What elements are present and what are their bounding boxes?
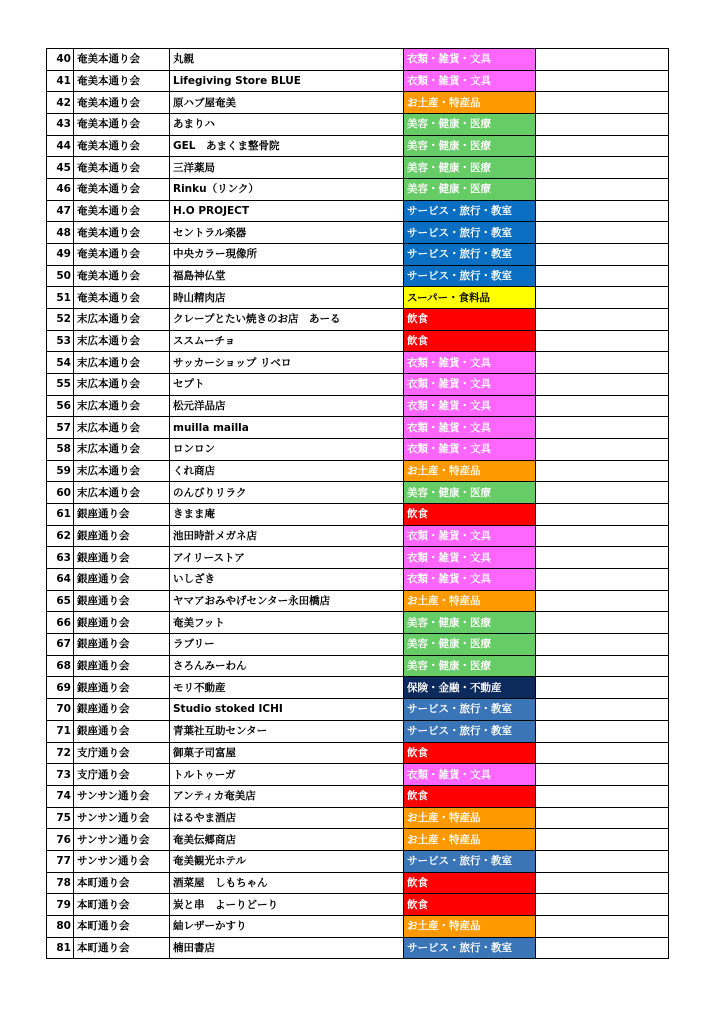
category-badge: 美容・健康・医療 [404, 114, 536, 136]
street-association: 末広本通り会 [74, 439, 170, 461]
row-number: 67 [47, 634, 74, 656]
blank-cell [536, 200, 669, 222]
row-number: 76 [47, 829, 74, 851]
blank-cell [536, 222, 669, 244]
shop-name: 御菓子司富屋 [170, 742, 404, 764]
table-row [47, 222, 669, 244]
row-number: 65 [47, 590, 74, 612]
shop-name: ロンロン [170, 439, 404, 461]
blank-cell [536, 244, 669, 266]
street-association: 奄美本通り会 [74, 157, 170, 179]
table-row [47, 807, 669, 829]
table-row [47, 504, 669, 526]
blank-cell [536, 49, 669, 71]
blank-cell [536, 395, 669, 417]
shop-name: 松元洋品店 [170, 395, 404, 417]
street-association: 奄美本通り会 [74, 114, 170, 136]
category-badge: 美容・健康・医療 [404, 612, 536, 634]
table-row [47, 352, 669, 374]
blank-cell [536, 807, 669, 829]
table-row [47, 894, 669, 916]
shop-name: 奄美観光ホテル [170, 850, 404, 872]
row-number: 71 [47, 720, 74, 742]
street-association: 銀座通り会 [74, 720, 170, 742]
table-row [47, 699, 669, 721]
blank-cell [536, 352, 669, 374]
blank-cell [536, 742, 669, 764]
row-number: 70 [47, 699, 74, 721]
shop-name: 楠田書店 [170, 937, 404, 959]
table-row [47, 330, 669, 352]
blank-cell [536, 569, 669, 591]
street-association: サンサン通り会 [74, 807, 170, 829]
blank-cell [536, 135, 669, 157]
street-association: 奄美本通り会 [74, 49, 170, 71]
row-number: 42 [47, 92, 74, 114]
category-badge: サービス・旅行・教室 [404, 200, 536, 222]
street-association: 銀座通り会 [74, 569, 170, 591]
table-row [47, 677, 669, 699]
table-row [47, 850, 669, 872]
row-number: 75 [47, 807, 74, 829]
shop-name: あまりハ [170, 114, 404, 136]
table-row [47, 179, 669, 201]
street-association: 末広本通り会 [74, 460, 170, 482]
street-association: 銀座通り会 [74, 504, 170, 526]
blank-cell [536, 482, 669, 504]
street-association: 末広本通り会 [74, 309, 170, 331]
row-number: 74 [47, 785, 74, 807]
row-number: 58 [47, 439, 74, 461]
row-number: 63 [47, 547, 74, 569]
category-badge: 衣類・雑貨・文具 [404, 70, 536, 92]
table-row [47, 590, 669, 612]
shop-name: さろんみーわん [170, 655, 404, 677]
category-badge: サービス・旅行・教室 [404, 265, 536, 287]
category-badge: 飲食 [404, 894, 536, 916]
row-number: 60 [47, 482, 74, 504]
blank-cell [536, 417, 669, 439]
street-association: 銀座通り会 [74, 699, 170, 721]
shop-list-body [47, 49, 669, 959]
category-badge: お土産・特産品 [404, 807, 536, 829]
street-association: 銀座通り会 [74, 590, 170, 612]
shop-name: GEL あまくま整骨院 [170, 135, 404, 157]
blank-cell [536, 179, 669, 201]
shop-name: 奄美フット [170, 612, 404, 634]
shop-name: はるやま酒店 [170, 807, 404, 829]
street-association: 末広本通り会 [74, 330, 170, 352]
row-number: 56 [47, 395, 74, 417]
row-number: 80 [47, 915, 74, 937]
row-number: 54 [47, 352, 74, 374]
category-badge: サービス・旅行・教室 [404, 720, 536, 742]
blank-cell [536, 720, 669, 742]
category-badge: 美容・健康・医療 [404, 135, 536, 157]
shop-name: きまま庵 [170, 504, 404, 526]
row-number: 57 [47, 417, 74, 439]
category-badge: サービス・旅行・教室 [404, 937, 536, 959]
category-badge: 飲食 [404, 872, 536, 894]
category-badge: 飲食 [404, 309, 536, 331]
category-badge: サービス・旅行・教室 [404, 699, 536, 721]
row-number: 41 [47, 70, 74, 92]
row-number: 61 [47, 504, 74, 526]
table-row [47, 92, 669, 114]
street-association: 末広本通り会 [74, 374, 170, 396]
table-row [47, 547, 669, 569]
shop-name: 紬レザーかすり [170, 915, 404, 937]
category-badge: 保険・金融・不動産 [404, 677, 536, 699]
table-row [47, 287, 669, 309]
category-badge: 衣類・雑貨・文具 [404, 395, 536, 417]
table-row [47, 764, 669, 786]
shop-name: 時山精肉店 [170, 287, 404, 309]
category-badge: 衣類・雑貨・文具 [404, 569, 536, 591]
blank-cell [536, 70, 669, 92]
table-row [47, 395, 669, 417]
blank-cell [536, 92, 669, 114]
row-number: 64 [47, 569, 74, 591]
blank-cell [536, 157, 669, 179]
shop-name: のんびりリラク [170, 482, 404, 504]
shop-name: 中央カラー現像所 [170, 244, 404, 266]
category-badge: 飲食 [404, 330, 536, 352]
category-badge: 美容・健康・医療 [404, 179, 536, 201]
category-badge: 美容・健康・医療 [404, 482, 536, 504]
blank-cell [536, 374, 669, 396]
table-row [47, 265, 669, 287]
category-badge: お土産・特産品 [404, 460, 536, 482]
row-number: 62 [47, 525, 74, 547]
table-row [47, 374, 669, 396]
street-association: 銀座通り会 [74, 655, 170, 677]
blank-cell [536, 634, 669, 656]
blank-cell [536, 850, 669, 872]
shop-name: サッカーショップ リベロ [170, 352, 404, 374]
table-row [47, 309, 669, 331]
row-number: 55 [47, 374, 74, 396]
street-association: 本町通り会 [74, 894, 170, 916]
street-association: 奄美本通り会 [74, 287, 170, 309]
street-association: サンサン通り会 [74, 829, 170, 851]
blank-cell [536, 612, 669, 634]
shop-name: ススムーチョ [170, 330, 404, 352]
shop-name: Lifegiving Store BLUE [170, 70, 404, 92]
category-badge: 美容・健康・医療 [404, 655, 536, 677]
category-badge: お土産・特産品 [404, 590, 536, 612]
row-number: 66 [47, 612, 74, 634]
table-row [47, 720, 669, 742]
row-number: 73 [47, 764, 74, 786]
category-badge: 飲食 [404, 504, 536, 526]
table-row [47, 439, 669, 461]
blank-cell [536, 915, 669, 937]
street-association: 支庁通り会 [74, 764, 170, 786]
blank-cell [536, 937, 669, 959]
blank-cell [536, 677, 669, 699]
shop-name: muilla mailla [170, 417, 404, 439]
category-badge: 美容・健康・医療 [404, 634, 536, 656]
street-association: 銀座通り会 [74, 634, 170, 656]
blank-cell [536, 872, 669, 894]
shop-name: くれ商店 [170, 460, 404, 482]
table-row [47, 655, 669, 677]
table-row [47, 417, 669, 439]
table-row [47, 525, 669, 547]
blank-cell [536, 504, 669, 526]
row-number: 78 [47, 872, 74, 894]
table-row [47, 612, 669, 634]
category-badge: お土産・特産品 [404, 92, 536, 114]
blank-cell [536, 525, 669, 547]
category-badge: 衣類・雑貨・文具 [404, 547, 536, 569]
street-association: 支庁通り会 [74, 742, 170, 764]
category-badge: 飲食 [404, 742, 536, 764]
category-badge: 飲食 [404, 785, 536, 807]
blank-cell [536, 764, 669, 786]
table-row [47, 785, 669, 807]
row-number: 50 [47, 265, 74, 287]
table-row [47, 114, 669, 136]
row-number: 52 [47, 309, 74, 331]
row-number: 77 [47, 850, 74, 872]
shop-name: Rinku（リンク） [170, 179, 404, 201]
row-number: 44 [47, 135, 74, 157]
category-badge: 衣類・雑貨・文具 [404, 352, 536, 374]
street-association: 末広本通り会 [74, 395, 170, 417]
row-number: 49 [47, 244, 74, 266]
blank-cell [536, 829, 669, 851]
category-badge: お土産・特産品 [404, 915, 536, 937]
shop-name: 三洋薬局 [170, 157, 404, 179]
blank-cell [536, 699, 669, 721]
street-association: 奄美本通り会 [74, 179, 170, 201]
shop-name: 炭と串 よーりどーり [170, 894, 404, 916]
street-association: 奄美本通り会 [74, 135, 170, 157]
shop-name: セントラル楽器 [170, 222, 404, 244]
row-number: 46 [47, 179, 74, 201]
blank-cell [536, 590, 669, 612]
table-row [47, 569, 669, 591]
shop-name: 福島神仏堂 [170, 265, 404, 287]
row-number: 53 [47, 330, 74, 352]
street-association: 銀座通り会 [74, 612, 170, 634]
row-number: 40 [47, 49, 74, 71]
blank-cell [536, 309, 669, 331]
category-badge: 衣類・雑貨・文具 [404, 374, 536, 396]
row-number: 79 [47, 894, 74, 916]
table-row [47, 742, 669, 764]
category-badge: 美容・健康・医療 [404, 157, 536, 179]
table-row [47, 915, 669, 937]
blank-cell [536, 265, 669, 287]
table-row [47, 157, 669, 179]
shop-list-table [46, 48, 669, 959]
shop-name: Studio stoked ICHI [170, 699, 404, 721]
street-association: 末広本通り会 [74, 482, 170, 504]
row-number: 81 [47, 937, 74, 959]
street-association: 銀座通り会 [74, 525, 170, 547]
row-number: 72 [47, 742, 74, 764]
shop-name: クレープとたい焼きのお店 あーる [170, 309, 404, 331]
street-association: 本町通り会 [74, 915, 170, 937]
street-association: 末広本通り会 [74, 352, 170, 374]
shop-name: ラブリー [170, 634, 404, 656]
street-association: サンサン通り会 [74, 850, 170, 872]
table-row [47, 200, 669, 222]
shop-name: 池田時計メガネ店 [170, 525, 404, 547]
street-association: 本町通り会 [74, 937, 170, 959]
table-row [47, 829, 669, 851]
shop-name: モリ不動産 [170, 677, 404, 699]
row-number: 48 [47, 222, 74, 244]
blank-cell [536, 330, 669, 352]
blank-cell [536, 439, 669, 461]
table-row [47, 244, 669, 266]
blank-cell [536, 785, 669, 807]
street-association: 奄美本通り会 [74, 92, 170, 114]
category-badge: 衣類・雑貨・文具 [404, 525, 536, 547]
row-number: 69 [47, 677, 74, 699]
category-badge: 衣類・雑貨・文具 [404, 417, 536, 439]
blank-cell [536, 894, 669, 916]
shop-name: アンティカ奄美店 [170, 785, 404, 807]
shop-name: 青葉社互助センター [170, 720, 404, 742]
category-badge: サービス・旅行・教室 [404, 222, 536, 244]
category-badge: サービス・旅行・教室 [404, 244, 536, 266]
table-row [47, 70, 669, 92]
shop-name: ヤマアおみやげセンター永田橋店 [170, 590, 404, 612]
table-row [47, 49, 669, 71]
table-row [47, 135, 669, 157]
street-association: 奄美本通り会 [74, 265, 170, 287]
shop-name: 原ハブ屋奄美 [170, 92, 404, 114]
table-row [47, 482, 669, 504]
row-number: 47 [47, 200, 74, 222]
blank-cell [536, 547, 669, 569]
blank-cell [536, 460, 669, 482]
shop-name: 酒菜屋 しもちゃん [170, 872, 404, 894]
row-number: 43 [47, 114, 74, 136]
street-association: 奄美本通り会 [74, 222, 170, 244]
street-association: 本町通り会 [74, 872, 170, 894]
category-badge: サービス・旅行・教室 [404, 850, 536, 872]
row-number: 45 [47, 157, 74, 179]
table-row [47, 460, 669, 482]
shop-name: アイリーストア [170, 547, 404, 569]
row-number: 68 [47, 655, 74, 677]
street-association: 奄美本通り会 [74, 200, 170, 222]
table-row [47, 937, 669, 959]
shop-name: トルトゥーガ [170, 764, 404, 786]
shop-name: いしざき [170, 569, 404, 591]
shop-name: 奄美伝郷商店 [170, 829, 404, 851]
street-association: 奄美本通り会 [74, 244, 170, 266]
table-row [47, 634, 669, 656]
category-badge: 衣類・雑貨・文具 [404, 439, 536, 461]
shop-name: セプト [170, 374, 404, 396]
street-association: サンサン通り会 [74, 785, 170, 807]
category-badge: 衣類・雑貨・文具 [404, 764, 536, 786]
category-badge: スーパー・食料品 [404, 287, 536, 309]
category-badge: お土産・特産品 [404, 829, 536, 851]
street-association: 末広本通り会 [74, 417, 170, 439]
street-association: 銀座通り会 [74, 677, 170, 699]
table-row [47, 872, 669, 894]
row-number: 59 [47, 460, 74, 482]
shop-name: 丸親 [170, 49, 404, 71]
street-association: 奄美本通り会 [74, 70, 170, 92]
blank-cell [536, 114, 669, 136]
shop-name: H.O PROJECT [170, 200, 404, 222]
street-association: 銀座通り会 [74, 547, 170, 569]
row-number: 51 [47, 287, 74, 309]
category-badge: 衣類・雑貨・文具 [404, 49, 536, 71]
blank-cell [536, 655, 669, 677]
blank-cell [536, 287, 669, 309]
